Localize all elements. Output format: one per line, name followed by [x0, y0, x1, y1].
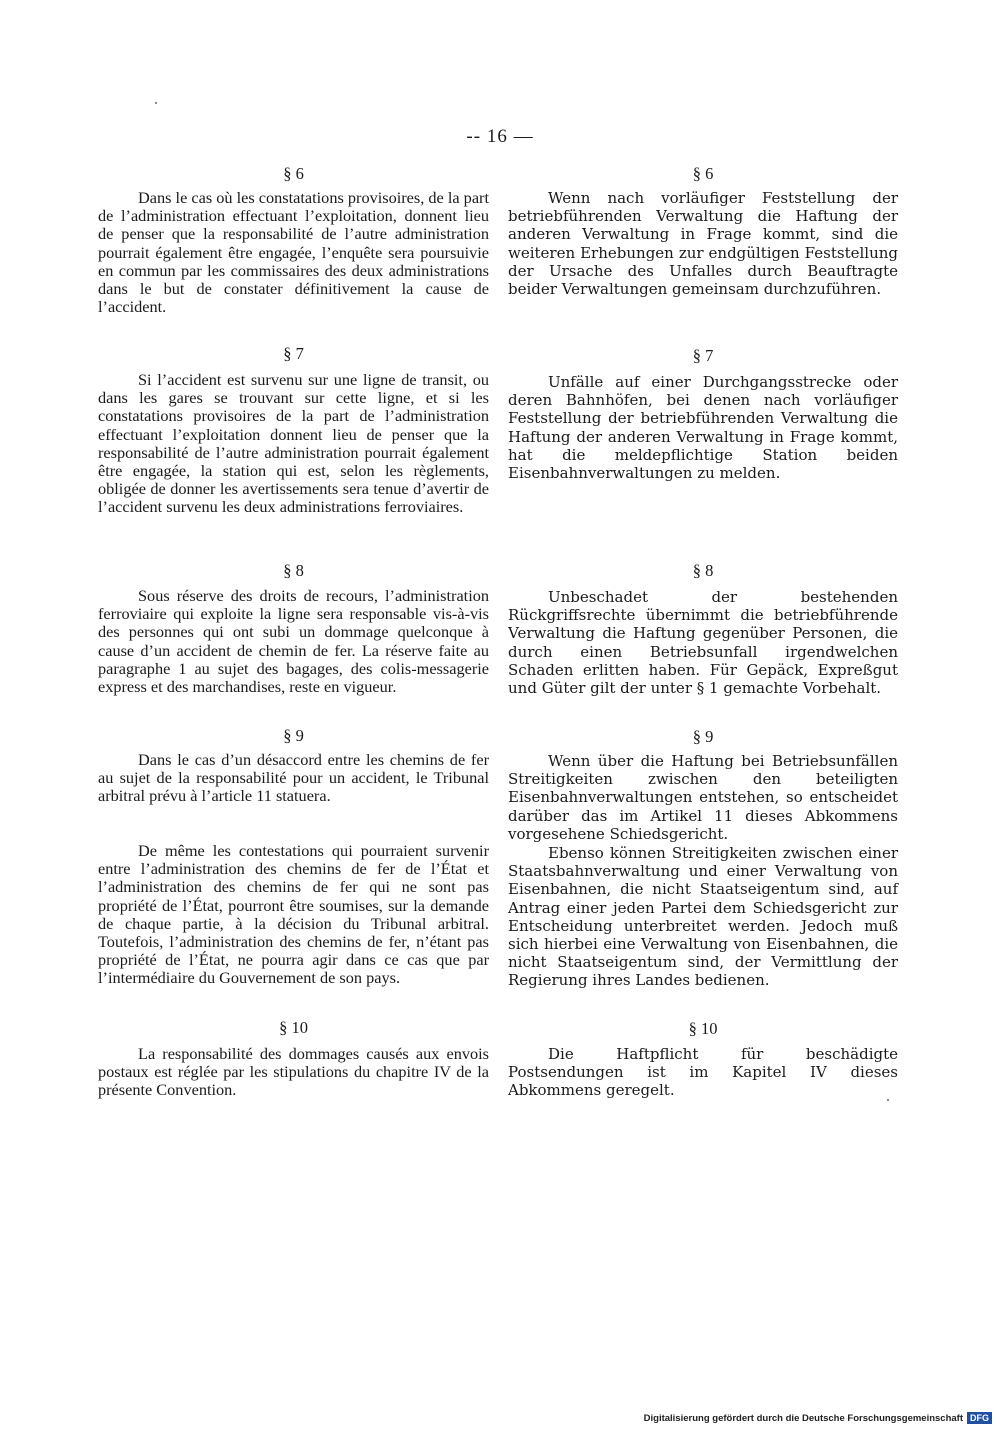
paragraph: [508, 1045, 898, 1100]
paragraph-text: Sous réserve des droits de recours, l’administration ferroviaire qui exploite la ligne sera responsable vis-à-vis des personnes qui ont subi un dommage quelconque à cause d’un accident de chemin de fer. La réserve faite au paragraphe 1 au sujet des bagages, des colis-messagerie express et des marchandises, reste en vigueur.: [98, 586, 489, 697]
section-heading: § 7: [283, 344, 304, 363]
paragraph-text: Dans le cas d’un désaccord entre les chemins de fer au sujet de la responsabilité pour un accident, le Tribunal arbitral prévu à l’article 11 statuera.: [98, 750, 489, 806]
paragraph-text: Si l’accident est survenu sur une ligne de transit, ou dans les gares se trouvant sur cette ligne, et si les constatations provisoires de la part de l’administration effectuant l’exploitation donnent lieu de penser que la responsabilité de l’autre administration pourrait également être engagée, la station qui est, selon les règlements, obligée de donner les avertissements sera tenue d’avertir de l’accident survenu les deux administrations ferroviaires.: [98, 370, 489, 517]
section-heading: § 9: [283, 726, 304, 745]
paragraph: [98, 371, 489, 517]
paragraph-text: Wenn nach vorläufiger Feststellung der betriebführenden Verwaltung die Haftung der anderen Verwaltung in Frage kommt, sind die weiteren Erhebungen zur endgültigen Feststellung der Ursache des Unfalles durch Beauftragte beider Verwaltungen gemeinsam durchzuführen.: [508, 189, 898, 299]
scan-speck: [887, 1099, 889, 1101]
paragraph: [98, 1045, 489, 1100]
paragraph-text: De même les contestations qui pourraient survenir entre l’administration des chemins de fer de l’État et l’administration des chemins de fer qui ne sont pas propriété de l’État, pourront être soumises, sur la demande de chaque partie, à la décision du Tribunal arbitral. Toutefois, l’administration des chemins de fer, n’étant pas propriété de l’État, ne pourra agir dans ce cas que par l’intermédiaire du Gouvernement de son pays.: [98, 841, 489, 988]
footer-credit: [644, 1412, 992, 1424]
scan-speck: [155, 102, 157, 104]
section-heading: § 7: [692, 346, 714, 365]
paragraph: [508, 189, 898, 298]
paragraph: [98, 189, 489, 316]
paragraph: [98, 751, 489, 806]
page-number: -- 16 —: [466, 126, 534, 147]
dfg-logo: DFG: [967, 1412, 992, 1424]
paragraph-text: Die Haftpflicht für beschädigte Postsendungen ist im Kapitel IV dieses Abkommens geregelt.: [508, 1045, 898, 1100]
paragraph-text: Unfälle auf einer Durchgangsstrecke oder deren Bahnhöfen, bei denen nach vorläufiger Feststellung der betriebführenden Verwaltung die Haftung der anderen Verwaltung in Frage kommt, hat die meldepflichtige Station beiden Eisenbahnverwaltungen zu melden.: [508, 373, 898, 483]
section-heading: § 9: [692, 727, 714, 746]
paragraph: [508, 373, 898, 482]
section-heading: § 8: [692, 561, 714, 580]
section-heading: § 8: [283, 561, 304, 580]
paragraph: [508, 752, 898, 843]
section-heading: § 10: [688, 1019, 718, 1038]
paragraph-text: La responsabilité des dommages causés aux envois postaux est réglée par les stipulations du chapitre IV de la présente Convention.: [98, 1044, 489, 1100]
section-heading: § 6: [692, 164, 714, 183]
paragraph: [508, 588, 898, 697]
paragraph: [98, 842, 489, 988]
paragraph-text: Unbeschadet der bestehenden Rückgriffsrechte übernimmt die betriebführende Verwaltung die Haftung gegenüber Personen, die durch einen Betriebsunfall irgendwelchen Schaden erlitten haben. Für Gepäck, Expreßgut und Güter gilt der unter § 1 gemachte Vorbehalt.: [508, 588, 898, 698]
paragraph-text: Ebenso können Streitigkeiten zwischen einer Staatsbahnverwaltung und einer Verwaltung von Eisenbahnen, die nicht Staatseigentum sind, auf Antrag einer jeden Partei dem Schiedsgericht zur Entscheidung unterbreitet werden. Jedoch muß sich hierbei eine Verwaltung von Eisenbahnen, die nicht Staatseigentum sind, der Vermittlung der Regierung ihres Landes bedienen.: [508, 844, 898, 990]
paragraph: [98, 587, 489, 696]
section-heading: § 6: [283, 164, 304, 183]
paragraph-text: Dans le cas où les constatations provisoires, de la part de l’administration effectuant l’exploitation, donnent lieu de penser que la responsabilité de l’autre administration pourrait également être engagée, l’enquête sera poursuivie en commun par les commissaires des deux administrations dans le but de constater définitivement la cause de l’accident.: [98, 188, 489, 317]
footer-text: Digitalisierung gefördert durch die Deutsche Forschungsgemeinschaft: [643, 1412, 963, 1424]
paragraph: [508, 844, 898, 990]
paragraph-text: Wenn über die Haftung bei Betriebsunfällen Streitigkeiten zwischen den beteiligten Eisenbahnverwaltungen entstehen, so entscheidet darüber das im Artikel 11 dieses Abkommens vorgesehene Schiedsgericht.: [508, 752, 898, 843]
section-heading: § 10: [279, 1018, 308, 1037]
